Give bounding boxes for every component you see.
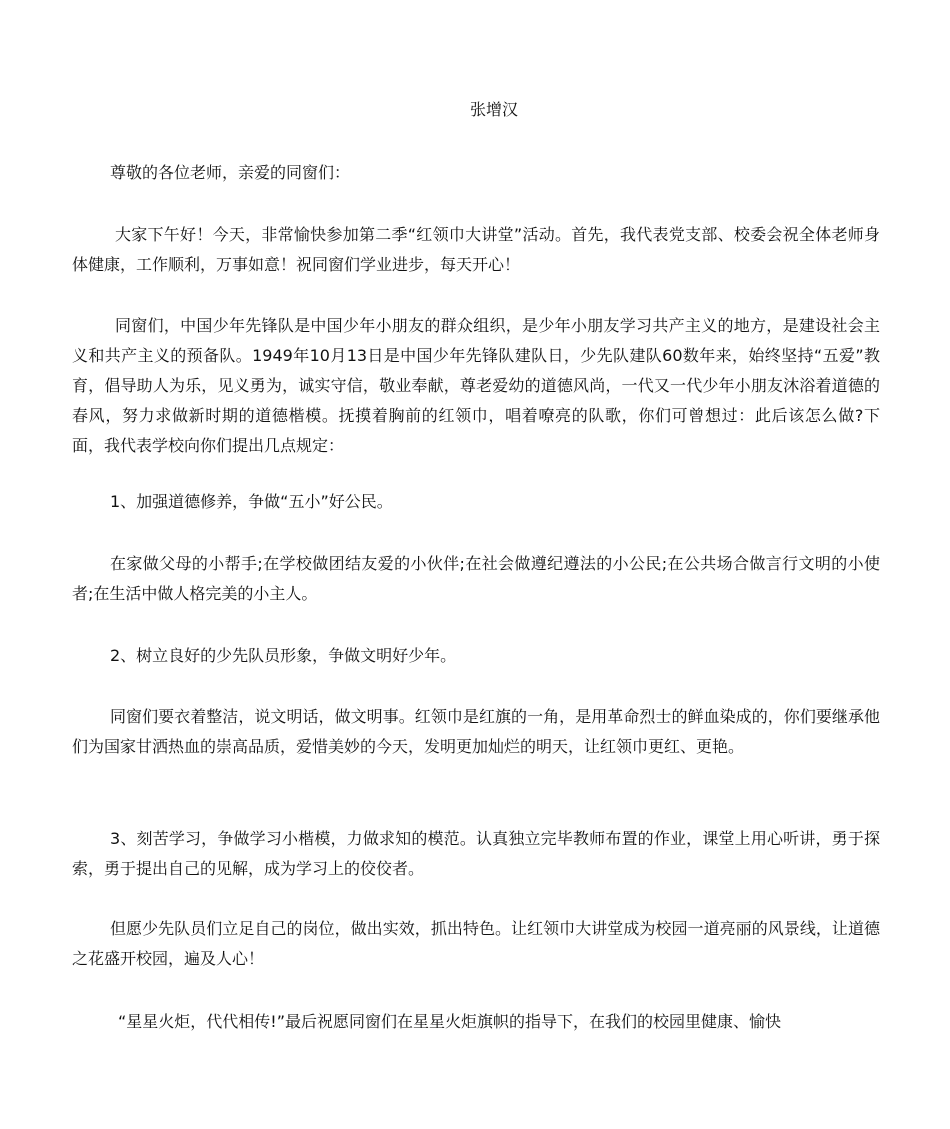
paragraph-closing: “星星火炬，代代相传!”最后祝愿同窗们在星星火炬旗帜的指导下，在我们的校园里健康、愉快: [118, 1012, 781, 1031]
paragraph-point-1-detail: 在家做父母的小帮手;在学校做团结友爱的小伙伴;在社会做遵纪遵法的小公民;在公共场合做言行文明的小使者;在生活中做人格完美的小主人。: [72, 554, 880, 603]
paragraph-introduction: 同窗们，中国少年先锋队是中国少年小朋友的群众组织，是少年小朋友学习共产主义的地方，是建设社会主义和共产主义的预备队。1949年10月13日是中国少年先锋队建队日，少先队建队60数年来，始终坚持“五爱”教育，倡导助人为乐，见义勇为，诚实守信，敬业奉献，尊老爱幼的道德风尚，一代又一代少年小朋友沐浴着道德的春风，努力求做新时期的道德楷模。抚摸着胸前的红领巾，唱着嘹亮的队歌，你们可曾想过：此后该怎么做?下面，我代表学校向你们提出几点规定：: [72, 316, 880, 455]
greeting: 尊敬的各位老师，亲爱的同窗们：: [110, 163, 351, 182]
author-name: 张增汉: [469, 100, 518, 119]
paragraph-point-2: 2、树立良好的少先队员形象，争做文明好少年。: [110, 646, 457, 665]
paragraph-point-3: 3、刻苦学习，争做学习小楷模，力做求知的模范。认真独立完毕教师布置的作业，课堂上用心听讲，勇于探索，勇于提出自己的见解，成为学习上的佼佼者。: [72, 829, 880, 878]
paragraph-opening: 大家下午好！今天，非常愉快参加第二季“红领巾大讲堂”活动。首先，我代表党支部、校委会祝全体老师身体健康，工作顺利，万事如意！祝同窗们学业进步，每天开心！: [72, 225, 880, 274]
paragraph-hope: 但愿少先队员们立足自己的岗位，做出实效，抓出特色。让红领巾大讲堂成为校园一道亮丽的风景线，让道德之花盛开校园，遍及人心！: [72, 919, 880, 968]
paragraph-point-2-detail: 同窗们要衣着整洁，说文明话，做文明事。红领巾是红旗的一角，是用革命烈士的鲜血染成的，你们要继承他们为国家甘洒热血的崇高品质，爱惜美妙的今天，发明更加灿烂的明天，让红领巾更红、更艳。: [72, 707, 880, 756]
paragraph-point-1: 1、加强道德修养，争做“五小”好公民。: [110, 492, 393, 511]
